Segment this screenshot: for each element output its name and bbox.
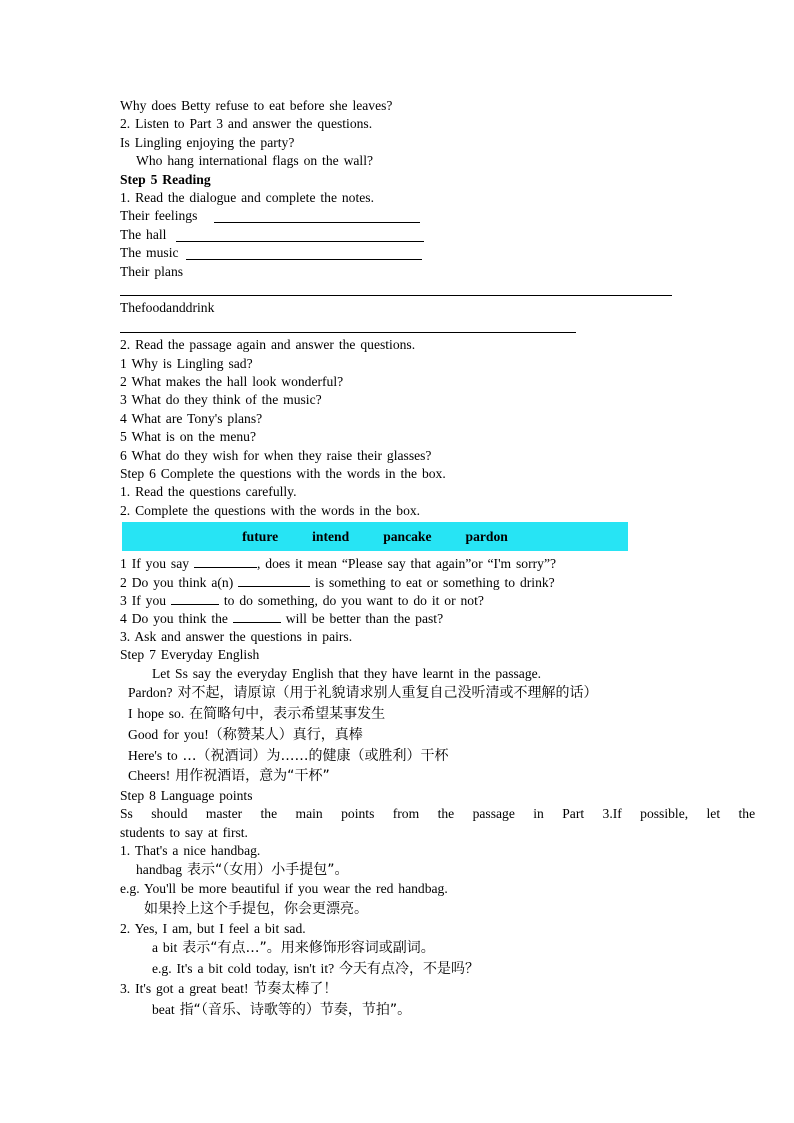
answer-line bbox=[176, 241, 424, 242]
point-en: 3. It's got a great beat! bbox=[120, 981, 249, 996]
note-label-hall: The hall bbox=[120, 227, 167, 242]
question-3: 3 What do they think of the music? bbox=[120, 392, 322, 407]
note-cn: 表示“有点…”。用来修饰形容词或副词。 bbox=[182, 940, 435, 956]
expression-cn: …（祝酒词）为……的健康（或胜利）干杯 bbox=[182, 748, 449, 764]
text-line: students to say at first. bbox=[120, 825, 248, 840]
point-cn: 节奏太棒了！ bbox=[253, 981, 338, 997]
answer-line bbox=[186, 259, 422, 260]
language-point-3 bbox=[120, 980, 337, 998]
expression-heres-to bbox=[128, 747, 449, 765]
section-heading-step7: Step 7 Everyday English bbox=[120, 647, 260, 662]
expression-en: Cheers! bbox=[128, 768, 171, 783]
question-5: 5 What is on the menu? bbox=[120, 429, 256, 444]
fill-question-3 bbox=[120, 591, 484, 610]
expression-en: Good for you! bbox=[128, 727, 209, 742]
text-line: Why does Betty refuse to eat before she leaves? bbox=[120, 98, 393, 113]
expression-hope bbox=[128, 705, 385, 723]
fill-question-text: to do something, do you want to do it or not? bbox=[218, 593, 484, 608]
text-line: 2. Complete the questions with the words in the box. bbox=[120, 503, 421, 518]
question-2: 2 What makes the hall look wonderful? bbox=[120, 374, 344, 389]
fill-question-text: 2 Do you think a(n) bbox=[120, 575, 234, 590]
fill-question-text: is something to eat or something to drink? bbox=[310, 575, 555, 590]
fill-question-4 bbox=[120, 609, 443, 628]
note-label-feelings: Their feelings bbox=[120, 208, 198, 223]
fill-blank bbox=[194, 554, 257, 568]
note-en: handbag bbox=[136, 862, 183, 877]
example-translation: 如果拎上这个手提包，你会更漂亮。 bbox=[144, 901, 368, 917]
word-box-item: intend bbox=[312, 528, 350, 544]
fill-question-1 bbox=[120, 554, 556, 573]
note-cn: 表示“（女用）小手提包”。 bbox=[186, 862, 349, 878]
note-label-plans: Their plans bbox=[120, 264, 184, 279]
fill-question-text: 1 If you say bbox=[120, 556, 190, 571]
fill-blank bbox=[238, 573, 310, 587]
note-cn: 指“（音乐、诗歌等的）节奏，节拍”。 bbox=[179, 1002, 412, 1018]
example-en: e.g. It's a bit cold today, isn't it? bbox=[152, 961, 335, 976]
language-point-note bbox=[152, 939, 435, 957]
text-line: 1. Read the dialogue and complete the notes. bbox=[120, 190, 374, 205]
word-box bbox=[122, 522, 628, 551]
question-6: 6 What do they wish for when they raise their glasses? bbox=[120, 448, 432, 463]
fill-question-text: 3 If you bbox=[120, 593, 167, 608]
word-box-item: future bbox=[242, 528, 279, 544]
example-sentence: e.g. You'll be more beautiful if you wear the red handbag. bbox=[120, 881, 448, 896]
answer-line bbox=[120, 295, 672, 296]
fill-question-2 bbox=[120, 573, 555, 592]
expression-cn: 在简略句中，表示希望某事发生 bbox=[189, 706, 386, 722]
text-line: Is Lingling enjoying the party? bbox=[120, 135, 295, 150]
answer-line bbox=[120, 332, 576, 333]
expression-cn: 用作祝酒语，意为“干杯” bbox=[175, 768, 330, 784]
expression-cheers bbox=[128, 767, 330, 785]
language-point-note bbox=[152, 1001, 411, 1019]
text-line: 3. Ask and answer the questions in pairs. bbox=[120, 629, 353, 644]
word-box-item: pancake bbox=[383, 528, 432, 544]
fill-question-text: , does it mean “Please say that again”or “I'm sorry”? bbox=[256, 556, 557, 571]
example-cn: 今天有点冷，不是吗？ bbox=[339, 961, 480, 977]
word-box-item: pardon bbox=[465, 528, 508, 544]
text-line: Ss should master the main points from the passage in Part 3.If possible, let the bbox=[120, 806, 756, 821]
fill-question-text: 4 Do you think the bbox=[120, 611, 228, 626]
fill-blank bbox=[233, 609, 281, 623]
text-line: Who hang international flags on the wall? bbox=[136, 153, 374, 168]
expression-good-for-you bbox=[128, 726, 363, 744]
fill-blank bbox=[171, 591, 219, 605]
expression-en: Pardon? bbox=[128, 685, 173, 700]
expression-cn: 对不起，请原谅（用于礼貌请求别人重复自己没听清或不理解的话） bbox=[177, 685, 598, 701]
expression-pardon bbox=[128, 684, 597, 702]
text-line: 1. Read the questions carefully. bbox=[120, 484, 297, 499]
note-en: beat bbox=[152, 1002, 175, 1017]
section-heading-step5: Step 5 Reading bbox=[120, 172, 211, 187]
expression-cn: （称赞某人）真行，真棒 bbox=[208, 727, 363, 743]
question-4: 4 What are Tony's plans? bbox=[120, 411, 263, 426]
text-line: 2. Read the passage again and answer the questions. bbox=[120, 337, 416, 352]
section-heading-step8: Step 8 Language points bbox=[120, 788, 253, 803]
note-en: a bit bbox=[152, 940, 178, 955]
expression-en: Here's to bbox=[128, 748, 178, 763]
note-label-music: The music bbox=[120, 245, 179, 260]
text-line: 2. Listen to Part 3 and answer the questions. bbox=[120, 116, 373, 131]
example-sentence bbox=[152, 960, 479, 978]
note-label-food: Thefoodanddrink bbox=[120, 300, 215, 315]
language-point-2: 2. Yes, I am, but I feel a bit sad. bbox=[120, 921, 306, 936]
language-point-note bbox=[136, 861, 348, 879]
section-heading-step6: Step 6 Complete the questions with the words in the box. bbox=[120, 466, 446, 481]
text-line: Let Ss say the everyday English that they have learnt in the passage. bbox=[152, 666, 542, 681]
question-1: 1 Why is Lingling sad? bbox=[120, 356, 253, 371]
answer-line bbox=[214, 222, 420, 223]
expression-en: I hope so. bbox=[128, 706, 185, 721]
fill-question-text: will be better than the past? bbox=[280, 611, 444, 626]
language-point-1: 1. That's a nice handbag. bbox=[120, 843, 261, 858]
